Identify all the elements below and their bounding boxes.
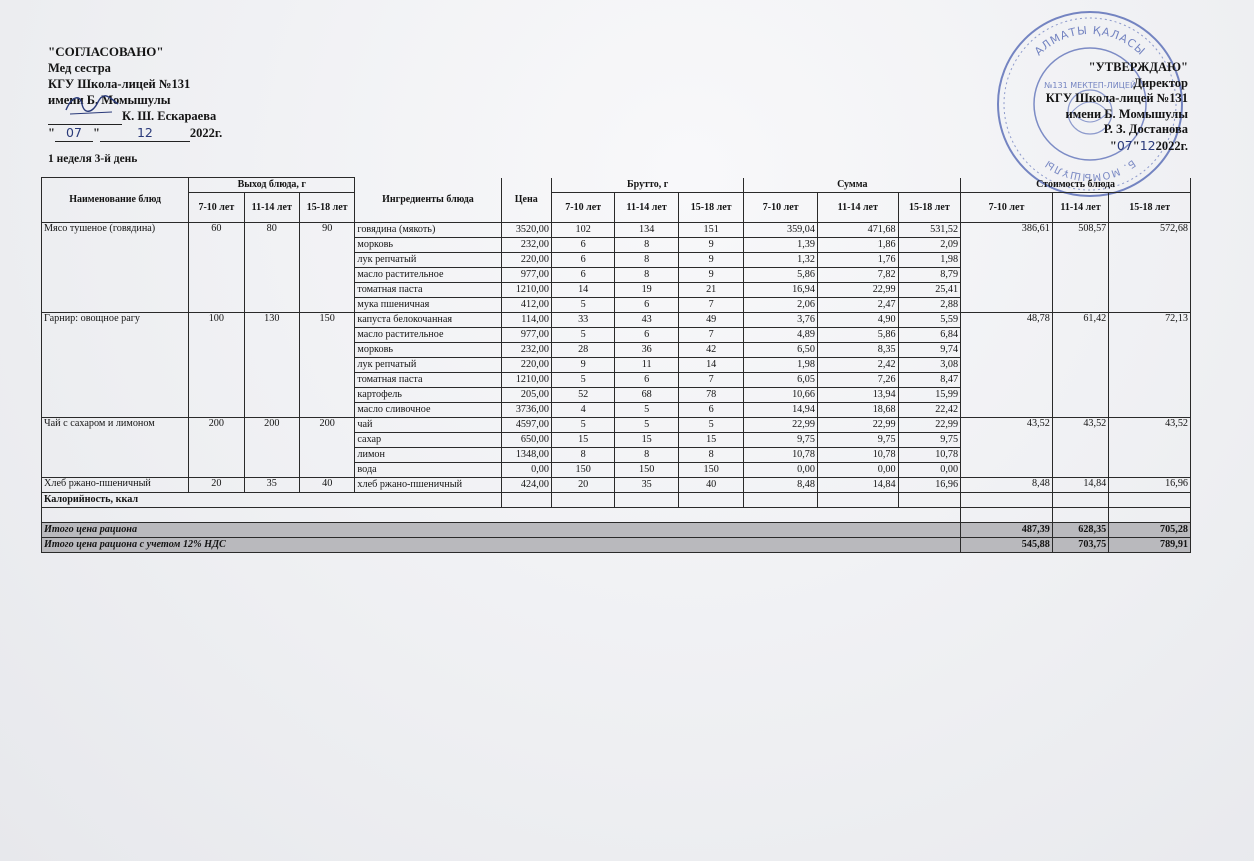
ingredient-price: 220,00 <box>501 358 551 373</box>
ingredient-sum: 10,78 <box>817 448 898 463</box>
header-cost-age-2: 15-18 лет <box>1109 193 1191 223</box>
ingredient-name: чай <box>355 418 501 433</box>
ingredient-price: 3736,00 <box>501 403 551 418</box>
approved-person: Р. З. Достанова <box>1103 122 1188 137</box>
ingredient-sum: 2,42 <box>817 358 898 373</box>
dish-cost: 48,78 <box>961 313 1053 418</box>
ingredient-brutto: 5 <box>615 403 678 418</box>
calories-label: Калорийность, ккал <box>42 493 502 508</box>
ingredient-sum: 531,52 <box>898 223 961 238</box>
calories-row <box>42 493 1191 508</box>
ingredient-brutto: 150 <box>551 463 614 478</box>
empty-cell <box>898 493 961 508</box>
dish-name: Гарнир: овощное рагу <box>42 313 189 418</box>
ingredient-brutto: 4 <box>551 403 614 418</box>
svg-text:АЛМАТЫ ҚАЛАСЫ <box>1032 24 1148 58</box>
total-vat-row-value: 545,88 <box>961 538 1053 553</box>
ingredient-sum: 471,68 <box>817 223 898 238</box>
dish-name: Мясо тушеное (говядина) <box>42 223 189 313</box>
ingredient-brutto: 15 <box>615 433 678 448</box>
ingredient-sum: 9,75 <box>898 433 961 448</box>
ingredient-sum: 9,75 <box>817 433 898 448</box>
ingredient-brutto: 14 <box>678 358 744 373</box>
ingredient-brutto: 49 <box>678 313 744 328</box>
header-sum-age-1: 11-14 лет <box>817 193 898 223</box>
dish-yield: 200 <box>189 418 244 478</box>
ingredient-brutto: 6 <box>615 373 678 388</box>
header-ingredients: Ингредиенты блюда <box>355 178 501 223</box>
ingredient-price: 220,00 <box>501 253 551 268</box>
dish-yield: 35 <box>244 478 299 493</box>
ingredient-sum: 15,99 <box>898 388 961 403</box>
ingredient-price: 977,00 <box>501 328 551 343</box>
ingredient-brutto: 15 <box>678 433 744 448</box>
agreed-person: К. Ш. Ескараева <box>122 109 217 123</box>
approved-signature-line <box>1046 122 1188 138</box>
header-yield-age-0: 7-10 лет <box>189 193 244 223</box>
header-yield-age-2: 15-18 лет <box>299 193 354 223</box>
ingredient-name: морковь <box>355 238 501 253</box>
ingredient-row <box>42 223 1191 238</box>
ingredient-sum: 4,90 <box>817 313 898 328</box>
header-yield: Выход блюда, г <box>189 178 355 193</box>
ingredient-price: 4597,00 <box>501 418 551 433</box>
ingredient-brutto: 5 <box>615 418 678 433</box>
ingredient-brutto: 8 <box>615 268 678 283</box>
ingredient-sum: 22,42 <box>898 403 961 418</box>
agreed-title: "СОГЛАСОВАНО" <box>48 44 164 59</box>
ingredient-brutto: 15 <box>551 433 614 448</box>
ingredient-sum: 14,84 <box>817 478 898 493</box>
dish-cost: 14,84 <box>1052 478 1108 493</box>
dish-yield: 90 <box>299 223 354 313</box>
total-row-value: 628,35 <box>1052 523 1108 538</box>
header-brutto: Брутто, г <box>551 178 743 193</box>
ingredient-brutto: 6 <box>615 298 678 313</box>
ingredient-brutto: 151 <box>678 223 744 238</box>
empty-cell <box>961 493 1053 508</box>
ingredient-price: 1210,00 <box>501 373 551 388</box>
ingredient-sum: 1,98 <box>744 358 818 373</box>
ingredient-sum: 7,26 <box>817 373 898 388</box>
agreed-named: имени Б. Момышулы <box>48 93 171 107</box>
ingredient-price: 205,00 <box>501 388 551 403</box>
ingredient-name: вода <box>355 463 501 478</box>
empty-cell <box>744 493 818 508</box>
ingredient-price: 650,00 <box>501 433 551 448</box>
ingredient-name: томатная паста <box>355 373 501 388</box>
ingredient-brutto: 11 <box>615 358 678 373</box>
approved-date-month: 12 <box>1139 137 1156 153</box>
header-price: Цена <box>501 178 551 223</box>
ingredient-name: лимон <box>355 448 501 463</box>
dish-cost: 16,96 <box>1109 478 1191 493</box>
ingredient-brutto: 36 <box>615 343 678 358</box>
ingredient-name: масло растительное <box>355 328 501 343</box>
ingredient-brutto: 42 <box>678 343 744 358</box>
ingredient-row <box>42 478 1191 493</box>
ingredient-brutto: 68 <box>615 388 678 403</box>
ingredient-brutto: 21 <box>678 283 744 298</box>
stamp-top-text: АЛМАТЫ ҚАЛАСЫ <box>1031 23 1148 59</box>
ingredient-brutto: 28 <box>551 343 614 358</box>
ingredient-sum: 5,86 <box>817 328 898 343</box>
empty-cell <box>678 493 744 508</box>
dish-cost: 61,42 <box>1052 313 1108 418</box>
ingredient-sum: 10,78 <box>898 448 961 463</box>
ingredient-sum: 5,59 <box>898 313 961 328</box>
ingredient-price: 424,00 <box>501 478 551 493</box>
ingredient-brutto: 9 <box>551 358 614 373</box>
ingredient-brutto: 8 <box>678 448 744 463</box>
approved-school: КГУ Школа-лицей №131 <box>1045 91 1188 106</box>
ingredient-sum: 6,84 <box>898 328 961 343</box>
ingredient-sum: 1,86 <box>817 238 898 253</box>
ingredient-sum: 6,05 <box>744 373 818 388</box>
agreed-date: " 07 " 12 2022г. <box>48 125 223 140</box>
ingredient-sum: 22,99 <box>898 418 961 433</box>
empty-cell <box>1052 508 1108 523</box>
age-header-row <box>42 193 1191 223</box>
ingredient-sum: 9,74 <box>898 343 961 358</box>
header-sum-age-0: 7-10 лет <box>744 193 818 223</box>
ingredient-brutto: 43 <box>615 313 678 328</box>
ingredient-row <box>42 313 1191 328</box>
ingredient-brutto: 14 <box>551 283 614 298</box>
ingredient-name: картофель <box>355 388 501 403</box>
empty-cell <box>1109 508 1191 523</box>
total-row-value: 487,39 <box>961 523 1053 538</box>
dish-name: Чай с сахаром и лимоном <box>42 418 189 478</box>
ingredient-brutto: 7 <box>678 328 744 343</box>
header-cost: Стоимость блюда <box>961 178 1191 193</box>
ingredient-sum: 8,47 <box>898 373 961 388</box>
empty-cell <box>501 493 551 508</box>
ingredient-brutto: 19 <box>615 283 678 298</box>
ingredient-sum: 22,99 <box>744 418 818 433</box>
approved-title: "УТВЕРЖДАЮ" <box>1088 60 1188 74</box>
empty-cell <box>551 493 614 508</box>
empty-cell <box>42 508 961 523</box>
ingredient-brutto: 33 <box>551 313 614 328</box>
ingredient-name: сахар <box>355 433 501 448</box>
approved-named: имени Б. Момышулы <box>1065 106 1188 121</box>
header-yield-age-1: 11-14 лет <box>244 193 299 223</box>
ingredient-sum: 0,00 <box>898 463 961 478</box>
ingredient-name: капуста белокочанная <box>355 313 501 328</box>
dish-yield: 200 <box>299 418 354 478</box>
dish-cost: 43,52 <box>1109 418 1191 478</box>
ingredient-brutto: 52 <box>551 388 614 403</box>
ingredient-name: хлеб ржано-пшеничный <box>355 478 501 493</box>
total-vat-row <box>42 538 1191 553</box>
ingredient-sum: 1,98 <box>898 253 961 268</box>
dish-cost: 572,68 <box>1109 223 1191 313</box>
ingredient-sum: 0,00 <box>744 463 818 478</box>
dish-name: Хлеб ржано-пшеничный <box>42 478 189 493</box>
ingredient-sum: 5,86 <box>744 268 818 283</box>
empty-cell <box>615 493 678 508</box>
header-cost-age-0: 7-10 лет <box>961 193 1053 223</box>
empty-cell <box>817 493 898 508</box>
ingredient-price: 0,00 <box>501 463 551 478</box>
agreed-date-day: 07 <box>55 125 93 142</box>
ingredient-brutto: 8 <box>615 238 678 253</box>
ingredient-brutto: 9 <box>678 268 744 283</box>
ingredient-brutto: 6 <box>551 238 614 253</box>
ingredient-brutto: 5 <box>678 418 744 433</box>
ingredient-name: говядина (мякоть) <box>355 223 501 238</box>
dish-yield: 100 <box>189 313 244 418</box>
dish-yield: 130 <box>244 313 299 418</box>
ingredient-brutto: 5 <box>551 373 614 388</box>
ingredient-brutto: 20 <box>551 478 614 493</box>
ingredient-brutto: 5 <box>551 298 614 313</box>
empty-cell <box>1109 493 1191 508</box>
total-vat-row-value: 789,91 <box>1109 538 1191 553</box>
ingredient-brutto: 150 <box>615 463 678 478</box>
dish-yield: 20 <box>189 478 244 493</box>
ingredient-sum: 2,47 <box>817 298 898 313</box>
ingredient-price: 412,00 <box>501 298 551 313</box>
empty-cell <box>1052 493 1108 508</box>
approved-date-year: 2022г. <box>1155 138 1188 153</box>
ingredient-sum: 10,78 <box>744 448 818 463</box>
ingredient-price: 1210,00 <box>501 283 551 298</box>
ingredient-brutto: 6 <box>615 328 678 343</box>
ingredient-sum: 2,09 <box>898 238 961 253</box>
ingredient-name: морковь <box>355 343 501 358</box>
ingredient-name: мука пшеничная <box>355 298 501 313</box>
ingredient-name: масло растительное <box>355 268 501 283</box>
ingredient-name: лук репчатый <box>355 358 501 373</box>
ingredient-price: 232,00 <box>501 238 551 253</box>
ingredient-sum: 359,04 <box>744 223 818 238</box>
ingredient-brutto: 7 <box>678 373 744 388</box>
approved-date: "07"122022г. <box>1109 137 1188 153</box>
ingredient-sum: 22,99 <box>817 418 898 433</box>
dish-cost: 72,13 <box>1109 313 1191 418</box>
header-sum-age-2: 15-18 лет <box>898 193 961 223</box>
ingredient-price: 114,00 <box>501 313 551 328</box>
stamp-bottom-text: Б. МОМЫШҰЛЫ <box>1042 157 1138 183</box>
dish-yield: 60 <box>189 223 244 313</box>
dish-cost: 8,48 <box>961 478 1053 493</box>
week-day-label: 1 неделя 3-й день <box>48 153 138 165</box>
header-cost-age-1: 11-14 лет <box>1052 193 1108 223</box>
ingredient-row <box>42 418 1191 433</box>
ingredient-sum: 13,94 <box>817 388 898 403</box>
agreed-school: КГУ Школа-лицей №131 <box>48 77 191 91</box>
approved-block <box>1046 60 1188 155</box>
ingredient-brutto: 78 <box>678 388 744 403</box>
ingredient-sum: 1,32 <box>744 253 818 268</box>
ingredient-sum: 16,96 <box>898 478 961 493</box>
ingredient-name: масло сливочное <box>355 403 501 418</box>
ingredient-price: 3520,00 <box>501 223 551 238</box>
ingredient-brutto: 35 <box>615 478 678 493</box>
ingredient-sum: 3,76 <box>744 313 818 328</box>
approved-role: Директор <box>1133 75 1188 90</box>
ingredient-name: лук репчатый <box>355 253 501 268</box>
ingredient-sum: 6,50 <box>744 343 818 358</box>
ingredient-sum: 25,41 <box>898 283 961 298</box>
ingredient-brutto: 150 <box>678 463 744 478</box>
ingredient-brutto: 8 <box>551 448 614 463</box>
ingredient-brutto: 40 <box>678 478 744 493</box>
ingredient-sum: 14,94 <box>744 403 818 418</box>
dish-cost: 43,52 <box>1052 418 1108 478</box>
ingredient-brutto: 9 <box>678 253 744 268</box>
ingredient-price: 977,00 <box>501 268 551 283</box>
header-sum: Сумма <box>744 178 961 193</box>
ingredient-sum: 4,89 <box>744 328 818 343</box>
total-vat-row-value: 703,75 <box>1052 538 1108 553</box>
ingredient-sum: 0,00 <box>817 463 898 478</box>
ingredient-brutto: 5 <box>551 418 614 433</box>
agreed-role: Мед сестра <box>48 61 111 75</box>
ingredient-sum: 9,75 <box>744 433 818 448</box>
ingredient-sum: 3,08 <box>898 358 961 373</box>
dish-yield: 200 <box>244 418 299 478</box>
ingredient-brutto: 8 <box>615 253 678 268</box>
total-row-label: Итого цена рациона <box>42 523 961 538</box>
agreed-date-month: 12 <box>100 125 190 142</box>
ingredient-sum: 8,79 <box>898 268 961 283</box>
ingredient-brutto: 9 <box>678 238 744 253</box>
ingredient-sum: 1,76 <box>817 253 898 268</box>
ingredient-sum: 18,68 <box>817 403 898 418</box>
empty-cell <box>961 508 1053 523</box>
ingredient-sum: 1,39 <box>744 238 818 253</box>
dish-yield: 80 <box>244 223 299 313</box>
agreed-date-year: 2022г. <box>189 126 223 140</box>
header-brutto-age-0: 7-10 лет <box>551 193 614 223</box>
ingredient-brutto: 6 <box>551 253 614 268</box>
dish-cost: 508,57 <box>1052 223 1108 313</box>
ingredient-sum: 22,99 <box>817 283 898 298</box>
ingredient-brutto: 5 <box>551 328 614 343</box>
ingredient-brutto: 6 <box>678 403 744 418</box>
ingredient-sum: 7,82 <box>817 268 898 283</box>
dish-cost: 43,52 <box>961 418 1053 478</box>
stamp-center-text: №131 МЕКТЕП-ЛИЦЕЙ <box>1044 81 1136 90</box>
total-row <box>42 523 1191 538</box>
ingredient-sum: 8,35 <box>817 343 898 358</box>
menu-table <box>41 177 1191 553</box>
total-row-value: 705,28 <box>1109 523 1191 538</box>
ingredient-name: томатная паста <box>355 283 501 298</box>
ingredient-brutto: 8 <box>615 448 678 463</box>
ingredient-sum: 16,94 <box>744 283 818 298</box>
header-dish: Наименование блюд <box>42 178 189 223</box>
ingredient-sum: 10,66 <box>744 388 818 403</box>
agreed-signature-scribble <box>62 90 122 118</box>
ingredient-brutto: 7 <box>678 298 744 313</box>
ingredient-brutto: 6 <box>551 268 614 283</box>
dish-yield: 40 <box>299 478 354 493</box>
ingredient-price: 1348,00 <box>501 448 551 463</box>
header-brutto-age-2: 15-18 лет <box>678 193 744 223</box>
approved-date-day: 07 <box>1116 137 1133 153</box>
ingredient-sum: 2,06 <box>744 298 818 313</box>
ingredient-price: 232,00 <box>501 343 551 358</box>
ingredient-brutto: 134 <box>615 223 678 238</box>
dish-cost: 386,61 <box>961 223 1053 313</box>
ingredient-sum: 2,88 <box>898 298 961 313</box>
header-brutto-age-1: 11-14 лет <box>615 193 678 223</box>
dish-yield: 150 <box>299 313 354 418</box>
total-vat-row-label: Итого цена рациона с учетом 12% НДС <box>42 538 961 553</box>
ingredient-brutto: 102 <box>551 223 614 238</box>
menu-body <box>42 223 1191 553</box>
ingredient-sum: 8,48 <box>744 478 818 493</box>
blank-row <box>42 508 1191 523</box>
